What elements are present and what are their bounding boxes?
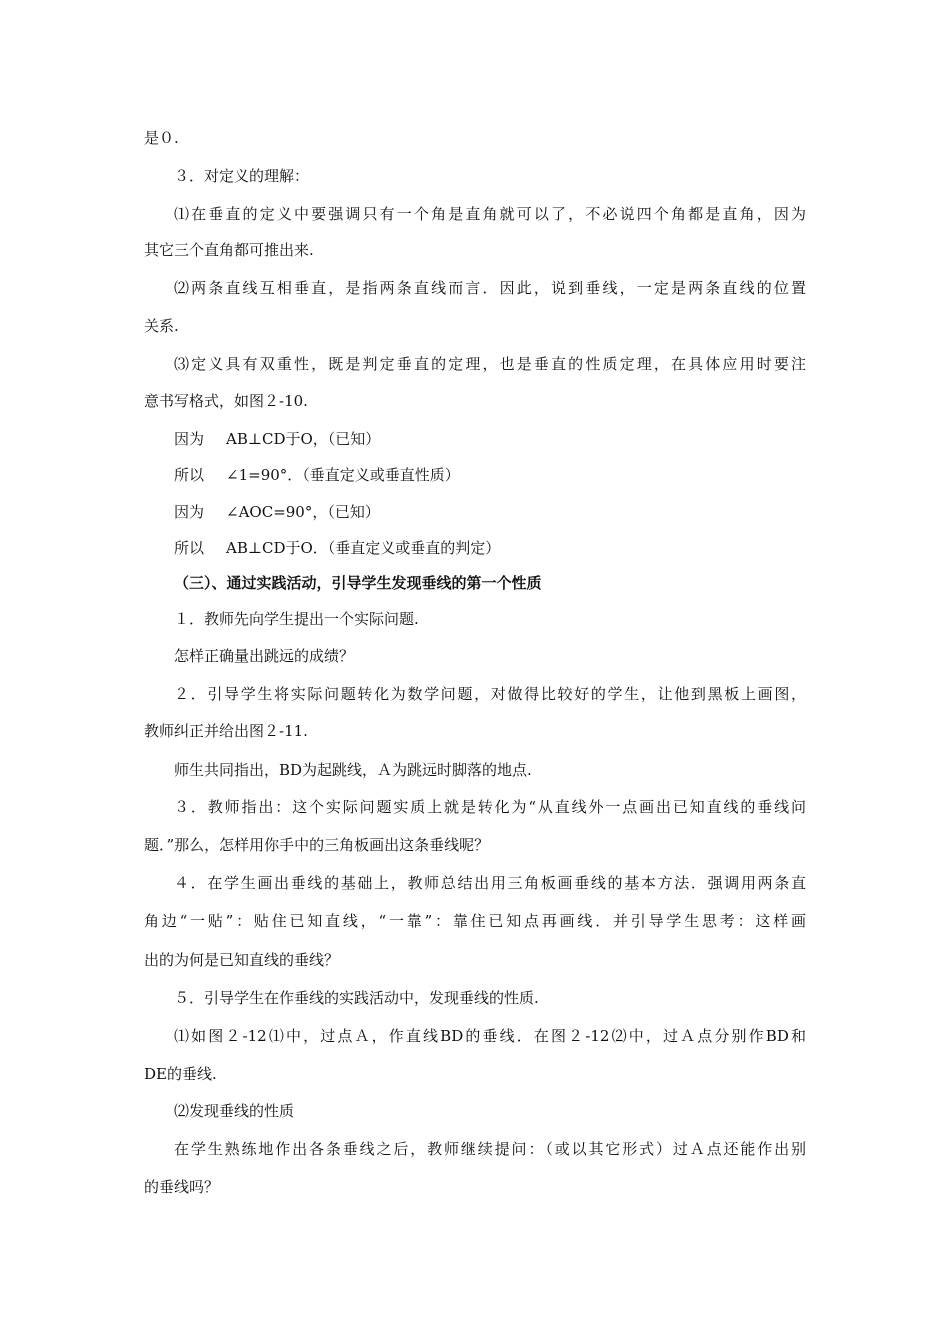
proof-statement: ∠1=90°．（垂直定义或垂直性质） <box>226 466 460 484</box>
proof-connective: 所以 <box>174 466 205 484</box>
proof-statement: ∠AOC=90°，（已知） <box>226 503 380 521</box>
proof-line <box>174 465 460 485</box>
text-line: ４．在学生画出垂线的基础上，教师总结出用三角板画垂线的基本方法．强调用两条直 <box>174 874 806 892</box>
proof-connective: 所以 <box>174 539 205 557</box>
proof-connective: 因为 <box>174 503 205 521</box>
text-line: ３．教师指出：这个实际问题实质上就是转化为“从直线外一点画出已知直线的垂线问 <box>174 798 806 816</box>
proof-statement: AB⊥CD于O，（已知） <box>226 430 381 448</box>
text-line: 出的为何是已知直线的垂线？ <box>144 951 340 969</box>
text-line: 怎样正确量出跳远的成绩？ <box>174 647 355 665</box>
text-line: 师生共同指出，BD为起跳线，Ａ为跳远时脚落的地点. <box>174 761 532 779</box>
text-line: ⑵两条直线互相垂直，是指两条直线而言．因此，说到垂线，一定是两条直线的位置 <box>174 279 806 297</box>
proof-line <box>174 429 380 449</box>
proof-connective: 因为 <box>174 430 205 448</box>
text-line: 关系. <box>144 317 179 335</box>
section-heading: （三）、通过实践活动，引导学生发现垂线的第一个性质 <box>174 574 542 592</box>
text-line: 意书写格式，如图２-10. <box>144 392 308 410</box>
text-line: ３．对定义的理解： <box>174 167 310 185</box>
proof-statement: AB⊥CD于O．（垂直定义或垂直的判定） <box>226 539 501 557</box>
text-line: 的垂线吗？ <box>144 1178 220 1196</box>
text-line: DE的垂线. <box>144 1065 217 1083</box>
text-line: ２．引导学生将实际问题转化为数学问题，对做得比较好的学生，让他到黑板上画图， <box>174 685 806 703</box>
text-line: 在学生熟练地作出各条垂线之后，教师继续提问：（或以其它形式）过Ａ点还能作出别 <box>174 1140 806 1158</box>
text-line: 是０. <box>144 129 179 147</box>
text-line: 其它三个直角都可推出来. <box>144 241 314 259</box>
text-line: 角边“一贴”：贴住已知直线，“一靠”：靠住已知点再画线．并引导学生思考：这样画 <box>144 912 806 930</box>
text-line: １．教师先向学生提出一个实际问题. <box>174 610 419 628</box>
text-line: 题．”那么，怎样用你手中的三角板画出这条垂线呢？ <box>144 836 490 854</box>
text-line: ⑵发现垂线的性质 <box>174 1102 295 1120</box>
text-line: ⑴如图２-12⑴中，过点Ａ，作直线BD的垂线．在图２-12⑵中，过Ａ点分别作BD和 <box>174 1027 806 1045</box>
proof-line <box>174 502 380 522</box>
text-line: 教师纠正并给出图２-11. <box>144 722 308 740</box>
proof-line <box>174 538 500 558</box>
text-line: ５．引导学生在作垂线的实践活动中，发现垂线的性质. <box>174 989 539 1007</box>
text-line: ⑴在垂直的定义中要强调只有一个角是直角就可以了，不必说四个角都是直角，因为 <box>174 205 806 223</box>
text-line: ⑶定义具有双重性，既是判定垂直的定理，也是垂直的性质定理，在具体应用时要注 <box>174 355 806 373</box>
